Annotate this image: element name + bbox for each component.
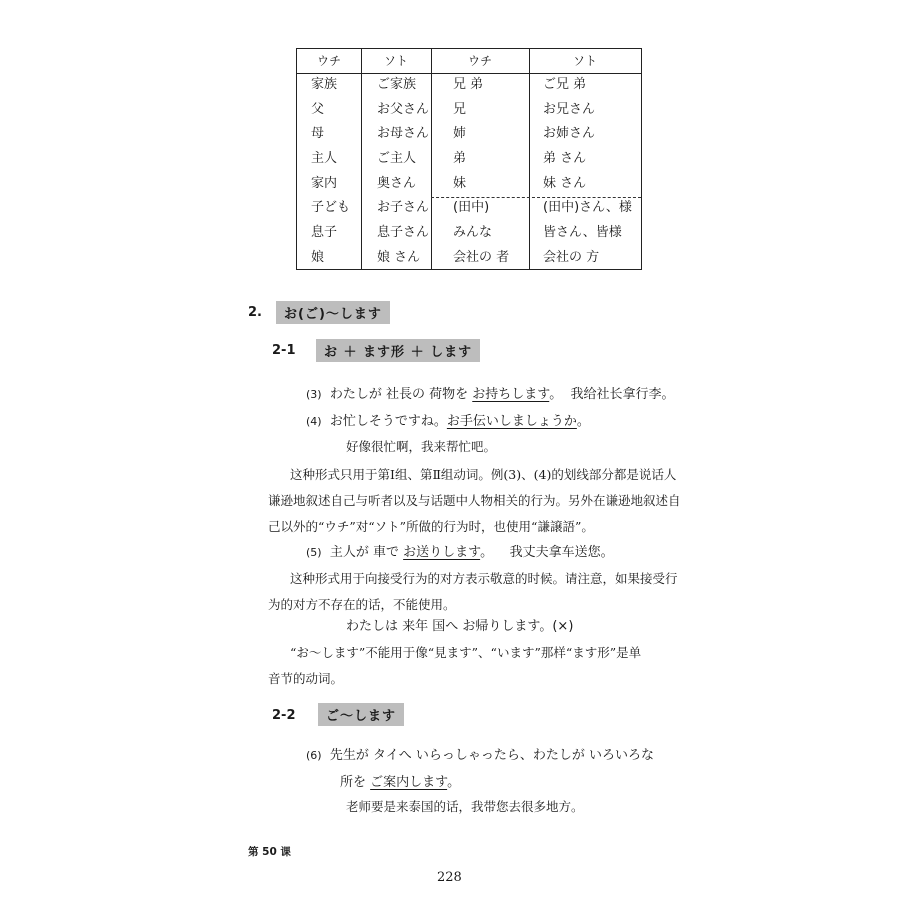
table-col-soto-1 — [377, 73, 429, 271]
table-header-soto-1: ソト — [383, 54, 408, 68]
example-number: (3) — [306, 388, 322, 401]
example-jp-underlined: お送りします — [403, 545, 481, 560]
subsection-number: 2-1 — [272, 343, 296, 358]
table-cell: (田中) — [453, 200, 490, 216]
example-5 — [306, 541, 614, 560]
example-6-line-2 — [340, 771, 460, 790]
table-cell: 会社の 者 — [453, 249, 510, 265]
table-cell: 家内 — [311, 175, 338, 191]
paragraph-line: 音节的动词。 — [268, 671, 344, 686]
table-cell: 妹 — [453, 175, 467, 191]
example-jp-end: 。 — [447, 775, 461, 790]
lesson-label: 第 50 课 — [248, 846, 291, 858]
paragraph-line: 这种形式只用于第Ⅰ组、第Ⅱ组动词。例(3)、(4)的划线部分都是说话人 — [290, 467, 677, 482]
table-col-uchi-2 — [453, 73, 509, 271]
table-cell: 姉 — [453, 126, 467, 142]
subsection-number: 2-2 — [272, 708, 296, 723]
table-cell: 妹 さん — [543, 175, 587, 191]
table-cell: お兄さん — [543, 101, 596, 117]
paragraph-line: 谦逊地叙述自己与听者以及与话题中人物相关的行为。另外在谦逊地叙述自 — [268, 493, 681, 508]
table-cell: 兄 — [453, 101, 467, 117]
table-cell: 父 — [311, 101, 325, 117]
table-cell: 奥さん — [377, 175, 417, 191]
example-cn: 我给社长拿行李。 — [570, 387, 675, 402]
table-cell: 弟 さん — [543, 151, 587, 167]
uchi-soto-table — [296, 48, 642, 270]
table-cell: お母さん — [377, 126, 430, 142]
example-jp: お忙しそうですね。 — [329, 414, 447, 429]
table-cell: 娘 さん — [377, 249, 421, 265]
paragraph-line: 为的对方不存在的话，不能使用。 — [268, 597, 456, 612]
table-cell: 主人 — [311, 151, 338, 167]
example-jp: わたしが 社長の 荷物を — [329, 387, 473, 402]
table-cell: 娘 — [311, 249, 325, 265]
table-cell: 子ども — [311, 200, 351, 216]
table-cell: 息子 — [311, 225, 338, 241]
example-jp-underlined: お手伝いしましょうか — [446, 414, 577, 429]
incorrect-example: わたしは 来年 国へ お帰りします。(×) — [346, 619, 574, 634]
example-cn: 我丈夫拿车送您。 — [509, 545, 614, 560]
table-cell: 弟 — [453, 151, 467, 167]
example-jp-end: 。 — [576, 414, 590, 429]
table-cell: お姉さん — [543, 126, 596, 142]
section-number: 2. — [248, 305, 262, 320]
subsection-title: お ＋ ます形 ＋ します — [316, 339, 480, 362]
page-number: 228 — [437, 870, 462, 885]
table-cell: 会社の 方 — [543, 249, 600, 265]
table-cell: ご兄 弟 — [543, 77, 587, 92]
example-4-cn: 好像很忙啊，我来帮忙吧。 — [346, 439, 497, 454]
table-cell: みんな — [453, 225, 493, 241]
section-title: お(ご)～します — [276, 301, 390, 324]
paragraph-line: “お～します”不能用于像“見ます”、“います”那样“ます形”是单 — [290, 645, 642, 660]
table-cell: 母 — [311, 126, 325, 142]
example-4 — [306, 410, 590, 429]
table-header-soto-2: ソト — [572, 54, 597, 68]
table-cell: 家族 — [311, 77, 338, 92]
example-number: (6) — [306, 749, 322, 762]
table-cell: お子さん — [377, 200, 430, 216]
table-header-uchi-1: ウチ — [316, 54, 341, 68]
example-6-line-1 — [306, 744, 654, 763]
table-cell: ご主人 — [377, 151, 417, 167]
paragraph-line: 己以外的“ウチ”对“ソト”所做的行为时，也使用“謙譲語”。 — [268, 519, 594, 534]
example-jp: 先生が タイへ いらっしゃったら、わたしが いろいろな — [329, 748, 654, 763]
table-cell: 兄 弟 — [453, 77, 484, 92]
table-header-uchi-2: ウチ — [467, 54, 492, 68]
example-jp-end: 。 — [480, 545, 494, 560]
subsection-title: ご～します — [318, 703, 404, 726]
example-6-cn: 老师要是来泰国的话，我带您去很多地方。 — [346, 799, 584, 814]
example-number: (5) — [306, 546, 322, 559]
table-cell: お父さん — [377, 101, 430, 117]
table-cell: 皆さん、皆様 — [543, 225, 622, 241]
example-jp: 所を — [340, 775, 371, 790]
example-jp: 主人が 車で — [329, 545, 404, 560]
table-cell: ご家族 — [377, 77, 417, 92]
table-col-soto-2 — [543, 73, 632, 271]
example-number: (4) — [306, 415, 322, 428]
table-col-uchi-1 — [311, 73, 350, 271]
paragraph-line: 这种形式用于向接受行为的对方表示敬意的时候。请注意，如果接受行 — [290, 571, 678, 586]
example-jp-underlined: ご案内します — [370, 775, 448, 790]
example-jp-end: 。 — [549, 387, 563, 402]
example-jp-underlined: お持ちします — [472, 387, 550, 402]
example-3 — [306, 383, 675, 402]
table-cell: (田中)さん、様 — [543, 200, 632, 216]
table-cell: 息子さん — [377, 225, 430, 241]
